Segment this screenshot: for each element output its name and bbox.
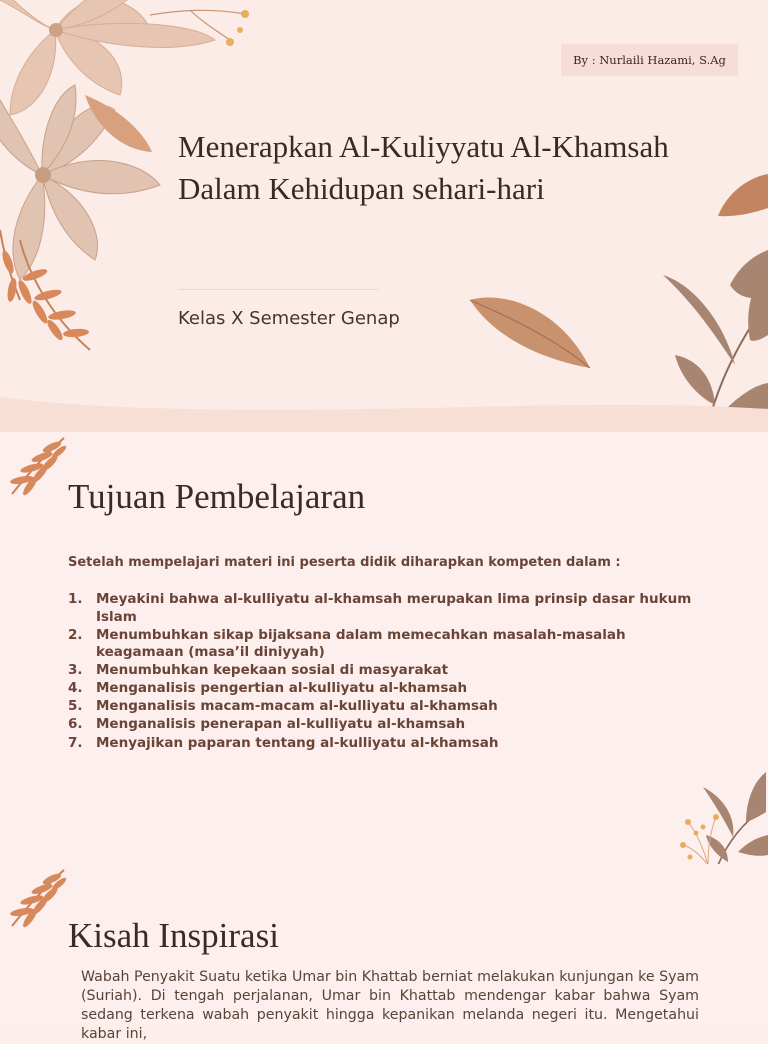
story-slide: [0, 864, 768, 1042]
intro-text: Setelah mempelajari materi ini peserta didik diharapkan kompeten dalam :: [68, 555, 621, 570]
list-item: 4. Menganalisis pengertian al-kulliyatu al-khamsah: [68, 680, 468, 697]
dried-leaf-icon: [466, 290, 596, 375]
title-slide: [0, 0, 768, 432]
list-item: 7. Menyajikan paparan tentang al-kulliyatu al-khamsah: [68, 734, 499, 751]
list-item: 1. Meyakini bahwa al-kulliyatu al-khamsah merupakan lima prinsip dasar hukum Islam: [68, 591, 692, 625]
objectives-slide: [0, 432, 768, 864]
list-item: 3. Menumbuhkan kepekaan sosial di masyarakat: [68, 662, 449, 679]
subtitle: Kelas X Semester Genap: [178, 308, 400, 329]
list-item: 2. Menumbuhkan sikap bijaksana dalam memecahkan masalah-masalah keagamaan (masa’il diniyyah): [68, 626, 626, 661]
section-heading: Kisah Inspirasi: [68, 916, 279, 955]
section-heading: Tujuan Pembelajaran: [68, 477, 366, 516]
fern-sprig-icon: [8, 434, 68, 496]
list-item: 6. Menganalisis penerapan al-kulliyatu al-khamsah: [68, 716, 466, 733]
list-item: 5. Menganalisis macam-macam al-kulliyatu al-khamsah: [68, 698, 498, 715]
story-text: Wabah Penyakit Suatu ketika Umar bin Khattab berniat melakukan kunjungan ke Syam (Suriah). Di tengah perjalanan, Umar bin Khattab mendengar kabar bahwa Syam sedang terkena wabah penyakit hingga kepanikan melanda negeri itu. Mengetahui kabar ini,: [81, 969, 699, 1042]
fern-sprig-icon: [8, 866, 68, 928]
wave-divider: [0, 385, 768, 432]
dried-leaf-icon: [716, 170, 768, 220]
title-divider: [178, 289, 378, 290]
berry-sprig-icon: [678, 767, 768, 867]
objectives-list: [68, 591, 708, 753]
author-tag: By : Nurlaili Hazami, S.Ag: [561, 44, 738, 76]
page-title: Menerapkan Al-Kuliyyatu Al-Khamsah Dalam Kehidupan sehari-hari: [178, 129, 669, 206]
